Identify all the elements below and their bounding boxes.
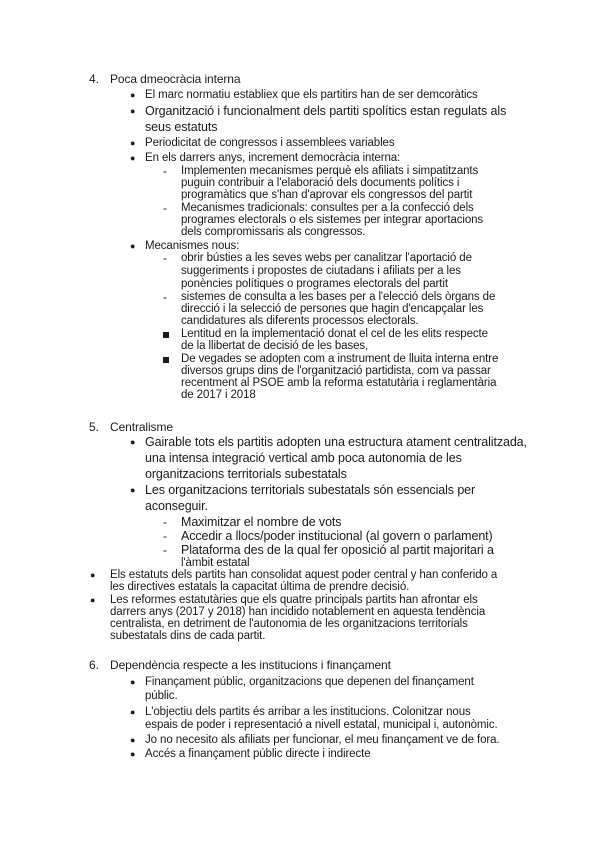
- list-item: Mecanismes nous:: [145, 240, 240, 252]
- bullet-icon: ●: [130, 707, 136, 717]
- sub-item: ponències polítiques o programes electorals del partit: [181, 278, 448, 290]
- bullet-icon: ●: [130, 90, 136, 100]
- sub-item: Implementen mecanismes perquè els afiliats i simpatitzants: [181, 165, 479, 177]
- section-title: Dependència respecte a les institucions i finançament: [110, 658, 391, 672]
- list-item: Organització i funcionalment dels partiti spolítics estan regulats als: [145, 104, 507, 118]
- list-item: les directives estatals la capacitat última de prendre decisió.: [110, 581, 410, 593]
- bullet-icon: ●: [90, 595, 96, 605]
- list-item: una intensa integració vertical amb poca autonomia de les: [145, 451, 462, 465]
- list-item: Les reformes estatutàries que els quatre principals partits han afrontar els: [110, 594, 478, 606]
- sub-item: recentment al PSOE amb la reforma estatutària i reglamentària: [181, 377, 497, 389]
- bullet-icon: ●: [130, 241, 136, 251]
- list-item: darrers anys (2017 y 2018) han incidido notablement en aquesta tendència: [110, 606, 486, 618]
- bullet-icon: ●: [130, 138, 136, 148]
- bullet-icon: ●: [130, 153, 136, 163]
- sub-item: programes electorals o els sistemes per integrar aportacions: [181, 214, 484, 226]
- section-title: Poca dmeocràcia interna: [110, 72, 241, 86]
- list-item: subestatals dins de cada partit.: [110, 630, 266, 642]
- sub-item: programàtics que s'han d'aprovar els congressos del partit: [181, 189, 473, 201]
- sub-item: De vegades se adopten com a instrument de lluita interna entre: [181, 353, 499, 365]
- list-item: Accés a finançament públic directe i indirecte: [145, 748, 371, 760]
- bullet-icon: ●: [130, 437, 136, 447]
- sub-item: Mecanismes tradicionals: consultes per a la confecció dels: [181, 202, 474, 214]
- square-bullet-icon: [163, 357, 169, 363]
- list-item: seus estatuts: [145, 120, 218, 134]
- list-item: Gairable tots els partitis adopten una estructura atament centralitzada,: [145, 435, 527, 449]
- sub-item: Lentitud en la implementació donat el cel de les elits respecte: [181, 328, 488, 340]
- sub-item: l'àmbit estatal: [181, 557, 250, 569]
- list-item: El marc normatiu establiex que els partitirs han de ser demcoràtics: [145, 89, 478, 101]
- sub-item: candidatures als diferents processos electorals.: [181, 315, 419, 327]
- dash-icon: -: [163, 201, 167, 215]
- dash-icon: -: [163, 251, 167, 265]
- list-item: espais de poder i representació a nivell estatal, municipal i, autonòmic.: [145, 719, 498, 731]
- dash-icon: -: [163, 290, 167, 304]
- list-item: Finançament públic, organitzacions que depenen del finançament: [145, 676, 474, 688]
- list-item: centralista, en detriment de l'autonomia de les organitzacions territorials: [110, 618, 468, 630]
- sub-item: suggeriments i propostes de ciutadans i afiliats per a les: [181, 265, 461, 277]
- list-item: L'objectiu dels partits és arribar a les institucions. Colonitzar nous: [145, 706, 471, 718]
- list-item: aconseguir.: [145, 499, 208, 513]
- sub-item: direcció i la selecció de persones que hagin d'encapçalar les: [181, 303, 484, 315]
- dash-icon: -: [163, 529, 167, 543]
- list-item: Periodicitat de congressos i assemblees variables: [145, 137, 395, 149]
- list-item: Els estatuts dels partits han consolidat aquest poder central y han conferido a: [110, 569, 498, 581]
- dash-icon: -: [163, 515, 167, 529]
- sub-item: puguin contribuir a l'elaboració dels documents polítics i: [181, 177, 460, 189]
- list-item: públic.: [145, 690, 178, 702]
- sub-item: dels compromissaris als congressos.: [181, 226, 366, 238]
- list-item: organitzacions territorials subestatals: [145, 467, 347, 481]
- section-title: Centralisme: [110, 420, 173, 434]
- section-number: 6.: [89, 658, 100, 672]
- sub-item: diversos grups dins de l'organització partidista, com va passar: [181, 365, 491, 377]
- dash-icon: -: [163, 164, 167, 178]
- sub-item: sistemes de consulta a les bases per a l'elecció dels òrgans de: [181, 291, 496, 303]
- sub-item: obrir bústies a les seves webs per canalitzar l'aportació de: [181, 252, 472, 264]
- sub-item: Accedir a llocs/poder institucional (al govern o parlament): [181, 529, 493, 543]
- bullet-icon: ●: [90, 570, 96, 580]
- list-item: En els darrers anys, increment democràcia interna:: [145, 152, 401, 164]
- sub-item: Plataforma des de la qual fer oposició al partit majoritari a: [181, 543, 494, 557]
- list-item: Jo no necesito als afiliats per funcionar, el meu finançament ve de fora.: [145, 734, 500, 746]
- sub-item: de la llibertat de decisió de les bases,: [181, 340, 369, 352]
- square-bullet-icon: [163, 332, 169, 338]
- dash-icon: -: [163, 543, 167, 557]
- bullet-icon: ●: [130, 749, 136, 759]
- section-number: 5.: [89, 420, 100, 434]
- bullet-icon: ●: [130, 485, 136, 495]
- list-item: Les organitzacions territorials subestatals són essencials per: [145, 483, 476, 497]
- sub-item: de 2017 i 2018: [181, 389, 256, 401]
- section-number: 4.: [89, 72, 100, 86]
- bullet-icon: ●: [130, 735, 136, 745]
- bullet-icon: ●: [130, 106, 136, 116]
- bullet-icon: ●: [130, 677, 136, 687]
- sub-item: Maximitzar el nombre de vots: [181, 515, 342, 529]
